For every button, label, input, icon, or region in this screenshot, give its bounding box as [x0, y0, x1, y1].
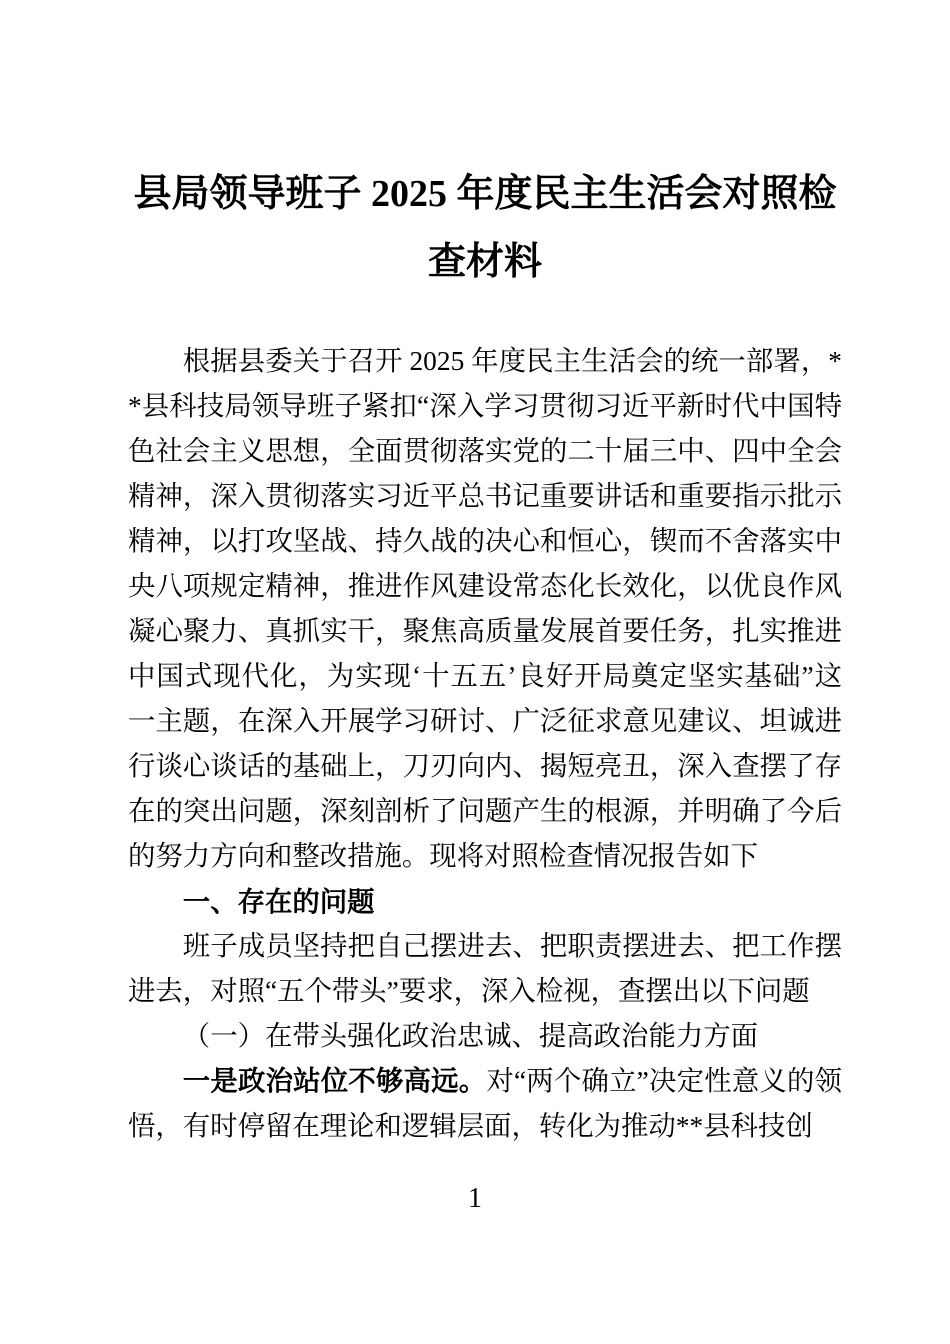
- section-1-heading: 一、存在的问题: [182, 886, 375, 917]
- point-1-body: 对“两个确立”决定性意义的领悟，有时停留在理论和逻辑层面，转化为推动**县科技创: [128, 1066, 842, 1141]
- point-1-lead: 一是政治站位不够高远。: [182, 1066, 487, 1096]
- subsection-1-heading: （一）在带头强化政治忠诚、提高政治能力方面: [182, 1021, 759, 1051]
- section-1-intro: 班子成员坚持把自己摆进去、把职责摆进去、把工作摆进去，对照“五个带头”要求，深入检视，查摆出以下问题: [128, 931, 842, 1006]
- document-title: 县局领导班子 2025 年度民主生活会对照检查材料: [133, 173, 837, 283]
- point-1-paragraph: [128, 1059, 842, 1149]
- page-number: 1: [468, 1183, 482, 1214]
- document-body: [128, 339, 842, 1149]
- intro-paragraph: 根据县委关于召开 2025 年度民主生活会的统一部署，*​*县科技局领导班子紧扣“深入学习贯彻习近平新时代中国特色社会主义思想，全面贯彻落实党的二十届三中、四中全会精神，深入贯彻落实习近平总书记重要讲话和重要指示批示精神，以打攻坚战、持久战的决心和恒心，锲而不舍落实中央八项规定精神，推进作风建设常态化长效化，以优良作风凝心聚力、真抓实干，聚焦高质量发展首要任务，扎实推进中国式现代化，为实现‘十五五’良好开局奠定坚实基础”这一主题，在深入开展学习研讨、广泛征求意见建议、坦诚进行谈心谈话的基础上，刀刃向内、揭短亮丑，深入查摆了存在的突出问题，深刻剖析了问题产生的根源，并明确了今后的努力方向和整改措施。现将对照检查情况报告如下: [128, 346, 842, 871]
